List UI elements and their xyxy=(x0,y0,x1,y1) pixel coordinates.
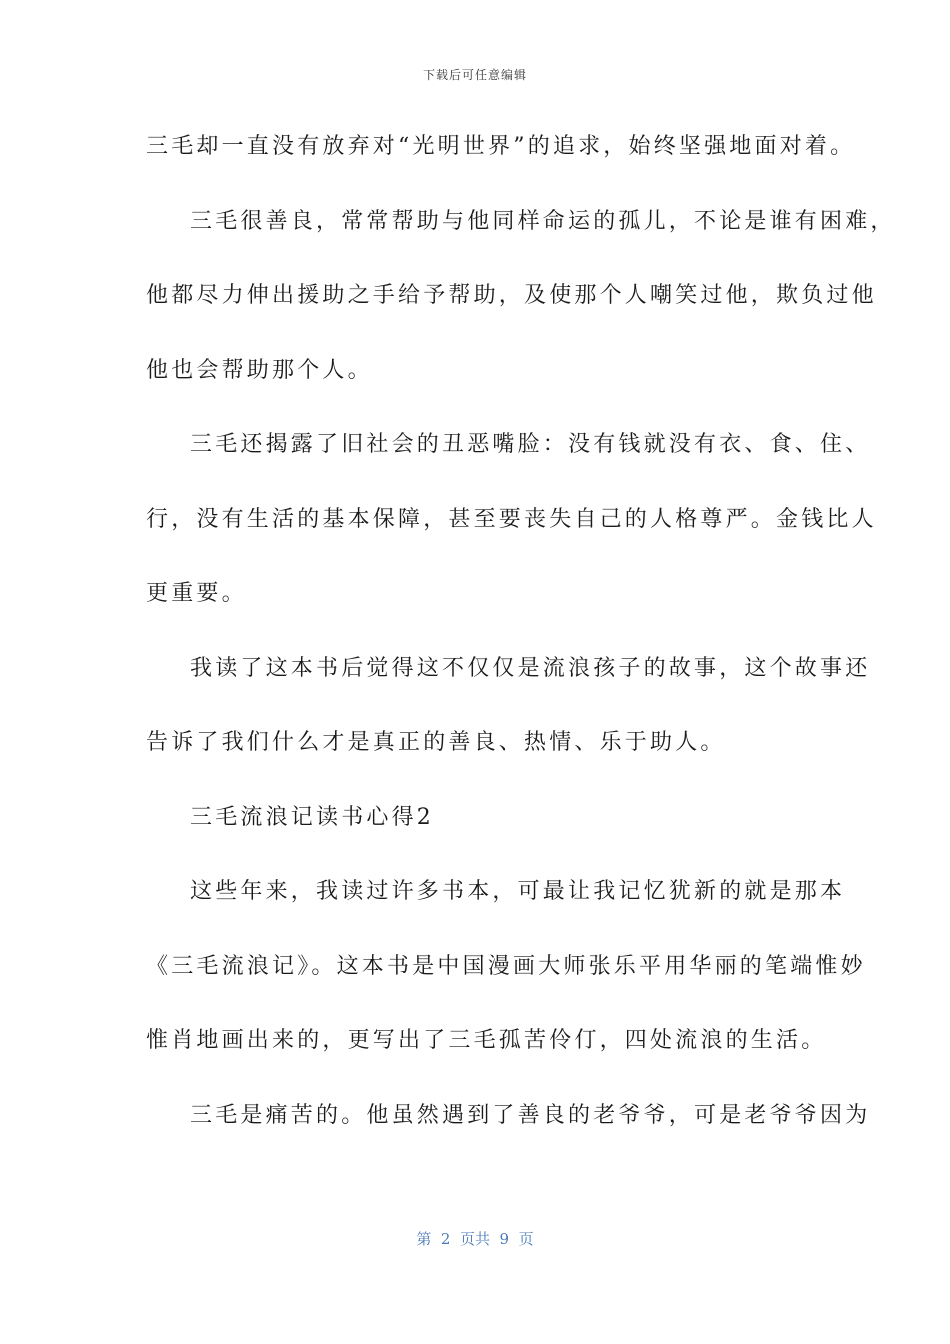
paragraph-line: 三毛却一直没有放弃对“光明世界”的追求，始终坚强地面对着。 xyxy=(146,134,856,159)
section-title: 三毛流浪记读书心得2 xyxy=(190,804,434,830)
paragraph-line: 这些年来，我读过许多书本，可最让我记忆犹新的就是那本 xyxy=(190,879,846,904)
paragraph-line: 《三毛流浪记》。这本书是中国漫画大师张乐平用华丽的笔端惟妙 xyxy=(146,953,866,979)
paragraph-line: 三毛很善良，常常帮助与他同样命运的孤儿，不论是谁有困难， xyxy=(190,208,896,234)
document-body xyxy=(146,122,896,1165)
paragraph-line: 三毛是痛苦的。他虽然遇到了善良的老爷爷，可是老爷爷因为 xyxy=(190,1102,871,1128)
paragraph-line: 我读了这本书后觉得这不仅仅是流浪孩子的故事，这个故事还 xyxy=(190,655,871,681)
paragraph-line: 更重要。 xyxy=(146,581,247,606)
paragraph-line: 他也会帮助那个人。 xyxy=(146,357,373,383)
paragraph-line: 行，没有生活的基本保障，甚至要丧失自己的人格尊严。金钱比人 xyxy=(146,506,877,532)
paragraph-line: 三毛还揭露了旧社会的丑恶嘴脸：没有钱就没有衣、食、住、 xyxy=(190,432,871,457)
paragraph-line: 告诉了我们什么才是真正的善良、热情、乐于助人。 xyxy=(146,730,726,755)
paragraph-line: 他都尽力伸出援助之手给予帮助，及使那个人嘲笑过他，欺负过他 xyxy=(146,283,877,308)
paragraph-line: 惟肖地画出来的，更写出了三毛孤苦伶仃，四处流浪的生活。 xyxy=(146,1028,827,1053)
page-header: 下载后可任意编辑 xyxy=(422,68,527,82)
page-number-footer: 第 2 页共 9 页 xyxy=(416,1230,534,1248)
